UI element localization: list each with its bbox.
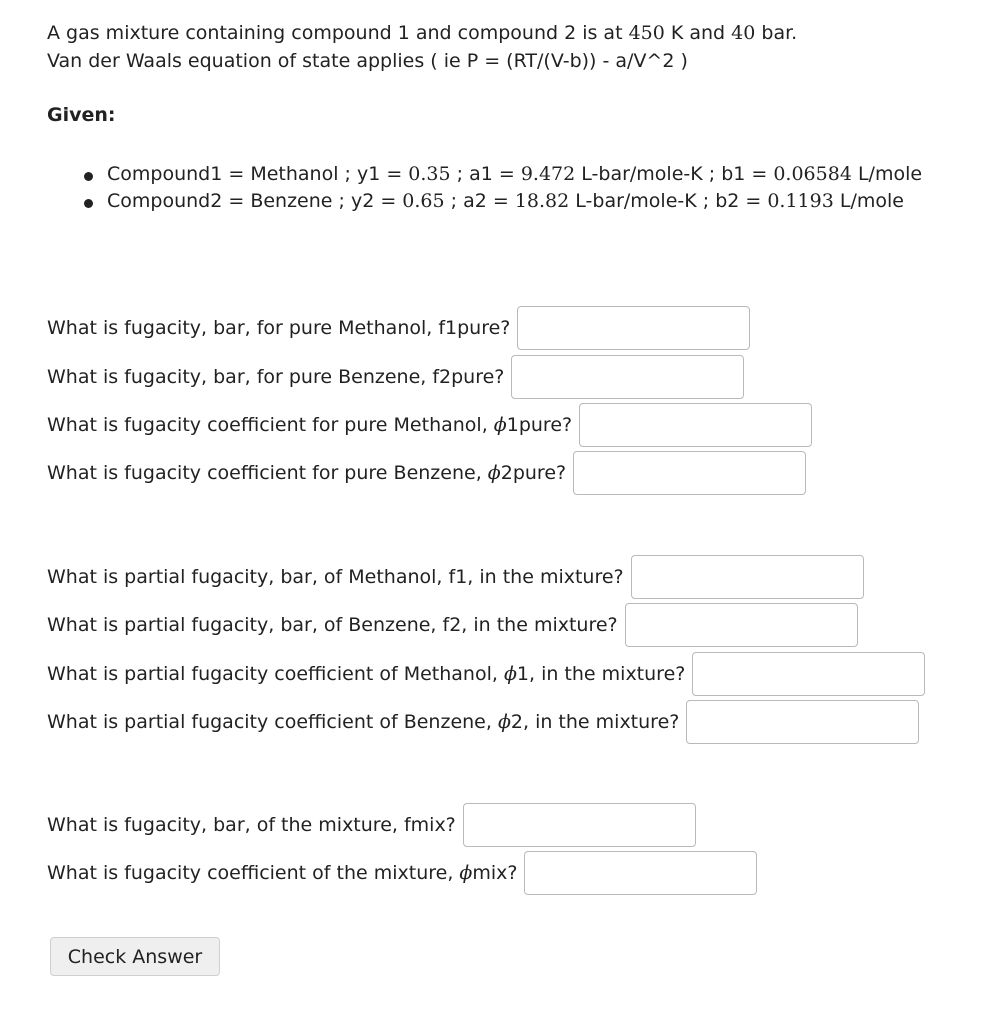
phi-symbol: ϕ: [487, 462, 501, 484]
question-label: What is fugacity, bar, for pure Methanol, f1pure?: [47, 317, 511, 339]
bullet-icon: [84, 199, 93, 208]
phi-symbol: ϕ: [459, 862, 473, 884]
question-phi1-mixture: [47, 651, 925, 697]
question-f1pure: [47, 305, 750, 351]
f1pure-answer-input[interactable]: [517, 306, 750, 350]
pressure-value: 40: [731, 22, 756, 44]
question-phi1pure: [47, 402, 812, 448]
question-label: What is fugacity, bar, of the mixture, fmix?: [47, 814, 456, 836]
problem-statement-line-1: A gas mixture containing compound 1 and compound 2 is at 450 K and 40 bar.: [47, 22, 798, 44]
check-answer-button[interactable]: Check Answer: [50, 937, 220, 976]
question-f1-mixture: [47, 554, 864, 600]
question-label: What is fugacity, bar, for pure Benzene, f2pure?: [47, 366, 505, 388]
question-phimix: [47, 850, 757, 896]
bullet-icon: [84, 172, 93, 181]
phi2-mixture-answer-input[interactable]: [686, 700, 919, 744]
phi1-mixture-answer-input[interactable]: [692, 652, 925, 696]
question-label: What is fugacity coefficient for pure Benzene, ϕ2pure?: [47, 462, 567, 484]
f2-mixture-answer-input[interactable]: [625, 603, 858, 647]
question-f2pure: [47, 354, 744, 400]
question-label: What is partial fugacity coefficient of Methanol, ϕ1, in the mixture?: [47, 663, 686, 685]
given-item-compound1: Compound1 = Methanol ; y1 = 0.35 ; a1 = 9.472 L-bar/mole-K ; b1 = 0.06584 L/mole: [107, 163, 923, 185]
question-label: What is partial fugacity, bar, of Benzene, f2, in the mixture?: [47, 614, 618, 636]
phimix-answer-input[interactable]: [524, 851, 757, 895]
given-item-compound2: Compound2 = Benzene ; y2 = 0.65 ; a2 = 18.82 L-bar/mole-K ; b2 = 0.1193 L/mole: [107, 190, 904, 212]
f1-mixture-answer-input[interactable]: [631, 555, 864, 599]
question-fmix: [47, 802, 696, 848]
question-label: What is fugacity coefficient for pure Methanol, ϕ1pure?: [47, 414, 573, 436]
question-label: What is partial fugacity coefficient of Benzene, ϕ2, in the mixture?: [47, 711, 680, 733]
phi1pure-answer-input[interactable]: [579, 403, 812, 447]
temperature-value: 450: [628, 22, 665, 44]
f2pure-answer-input[interactable]: [511, 355, 744, 399]
given-heading: Given:: [47, 104, 116, 126]
phi-symbol: ϕ: [503, 663, 517, 685]
phi-symbol: ϕ: [497, 711, 511, 733]
phi-symbol: ϕ: [493, 414, 507, 436]
problem-statement-line-2: Van der Waals equation of state applies ( ie P = (RT/(V-b)) - a/V^2 ): [47, 50, 688, 72]
question-f2-mixture: [47, 602, 858, 648]
phi2pure-answer-input[interactable]: [573, 451, 806, 495]
question-label: What is partial fugacity, bar, of Methanol, f1, in the mixture?: [47, 566, 624, 588]
fmix-answer-input[interactable]: [463, 803, 696, 847]
question-phi2pure: [47, 450, 806, 496]
question-label: What is fugacity coefficient of the mixture, ϕmix?: [47, 862, 518, 884]
question-phi2-mixture: [47, 699, 919, 745]
